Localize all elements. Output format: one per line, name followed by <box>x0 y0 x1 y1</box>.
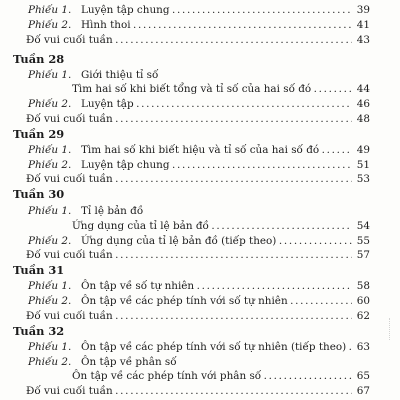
entry-title: Hình thoi . . . <box>81 18 352 32</box>
page-number: 54 <box>356 220 370 232</box>
page-number: 62 <box>356 310 370 322</box>
page-number: 67 <box>356 385 370 397</box>
week-heading: Tuần 28 <box>13 52 65 66</box>
entry-title: Tìm hai số khi biết tổng và tỉ số của hai số đó . . . <box>72 82 352 96</box>
worksheet-label: Phiếu 2. <box>28 235 72 247</box>
worksheet-label: Phiếu 2. <box>28 98 72 110</box>
toc-entry <box>0 143 400 157</box>
week-heading: Tuần 30 <box>13 187 65 201</box>
entry-title: Luyện tập chung . . . <box>81 3 352 17</box>
toc-entry <box>0 97 400 111</box>
page-number: 55 <box>356 235 370 247</box>
page-number: 51 <box>356 159 370 171</box>
page-number: 65 <box>356 370 370 382</box>
week-heading: Tuần 32 <box>13 324 65 338</box>
page-number: 39 <box>356 4 370 16</box>
toc-entry <box>0 68 400 82</box>
page-number: 63 <box>356 341 370 353</box>
toc-entry <box>0 309 400 323</box>
toc-entry <box>0 172 400 186</box>
worksheet-label: Phiếu 1. <box>28 205 72 217</box>
toc-entry <box>0 112 400 126</box>
toc-entry <box>0 279 400 293</box>
entry-title: Ôn tập về số tự nhiên . . . <box>81 279 352 293</box>
entry-title: Đố vui cuối tuần . . . <box>26 248 352 262</box>
margin-mark <box>389 318 394 340</box>
toc-entry <box>0 219 400 233</box>
page-number: 44 <box>356 83 370 95</box>
toc-entry <box>0 355 400 369</box>
worksheet-label: Phiếu 2. <box>28 295 72 307</box>
worksheet-label: Phiếu 1. <box>28 280 72 292</box>
entry-title: Ôn tập về các phép tính với số tự nhiên (tiếp theo) . . . <box>81 340 352 354</box>
page-number: 48 <box>356 113 370 125</box>
page-number: 60 <box>356 295 370 307</box>
toc-entry <box>0 234 400 248</box>
worksheet-label: Phiếu 2. <box>28 159 72 171</box>
entry-title: Đố vui cuối tuần . . . <box>26 112 352 126</box>
entry-title: Ứng dụng của tỉ lệ bản đồ . . . <box>72 219 352 233</box>
page-number: 46 <box>356 98 370 110</box>
toc-entry <box>0 33 400 47</box>
entry-title: Ôn tập về phân số <box>81 356 177 368</box>
week-heading: Tuần 29 <box>13 127 65 141</box>
worksheet-label: Phiếu 2. <box>28 19 72 31</box>
page-number: 41 <box>356 19 370 31</box>
worksheet-label: Phiếu 1. <box>28 144 72 156</box>
entry-title: Đố vui cuối tuần . . . <box>26 33 352 47</box>
entry-title: Giới thiệu tỉ số <box>81 69 159 81</box>
toc-entry <box>0 369 400 383</box>
toc-entry <box>0 294 400 308</box>
page-number: 57 <box>356 249 370 261</box>
worksheet-label: Phiếu 1. <box>28 4 72 16</box>
toc-entry <box>0 340 400 354</box>
entry-title: Tỉ lệ bản đồ <box>81 205 144 217</box>
entry-title: Tìm hai số khi biết hiệu và tỉ số của hai số đó . . . <box>81 143 352 157</box>
toc-entry <box>0 18 400 32</box>
toc-entry <box>0 248 400 262</box>
toc-entry <box>0 204 400 218</box>
week-heading: Tuần 31 <box>13 263 65 277</box>
page-number: 49 <box>356 144 370 156</box>
page-number: 43 <box>356 34 370 46</box>
toc-entry <box>0 158 400 172</box>
page-number: 53 <box>356 173 370 185</box>
page-number: 58 <box>356 280 370 292</box>
toc-entry <box>0 384 400 398</box>
entry-title: Đố vui cuối tuần . . . <box>26 172 352 186</box>
toc-entry <box>0 82 400 96</box>
worksheet-label: Phiếu 1. <box>28 341 72 353</box>
worksheet-label: Phiếu 2. <box>28 356 72 368</box>
entry-title: Luyện tập chung . . . <box>81 158 352 172</box>
entry-title: Ôn tập về các phép tính với số tự nhiên . . . <box>81 294 352 308</box>
entry-title: Luyện tập . . . <box>81 97 352 111</box>
entry-title: Đố vui cuối tuần . . . <box>26 309 352 323</box>
worksheet-label: Phiếu 1. <box>28 69 72 81</box>
entry-title: Ứng dụng của tỉ lệ bản đồ (tiếp theo) . . . <box>81 234 352 248</box>
entry-title: Ôn tập về các phép tính với phân số . . . <box>72 369 352 383</box>
entry-title: Đố vui cuối tuần . . . <box>26 384 352 398</box>
toc-entry <box>0 3 400 17</box>
